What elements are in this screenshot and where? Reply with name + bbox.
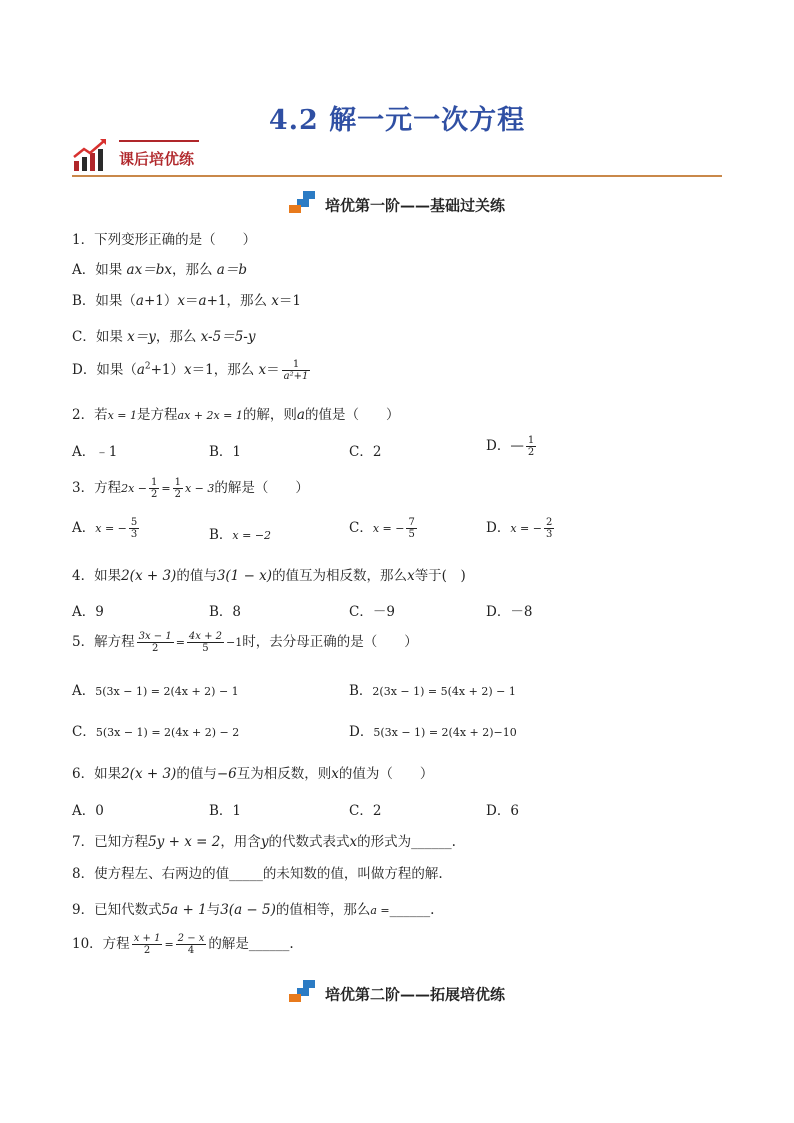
q2-option-d: D．— $\frac{1}{2}$ bbox=[486, 435, 535, 458]
q5-stem: 5．解方程 $\frac{3x - 1}{2}$ = $\frac{4x + 2}{5}$ −1时，去分母正确的是（ ） bbox=[72, 631, 418, 654]
q6-option-b: B．1 bbox=[209, 803, 242, 819]
q2-option-a: A．﹣1 bbox=[72, 444, 118, 460]
q5-option-d: D．5(3x − 1) = 2(4x + 2)−10 bbox=[349, 724, 517, 740]
q3-option-c: C．x = − $\frac{7}{5}$ bbox=[349, 517, 415, 540]
q1-option-a: A．如果 ax＝bx，那么 a＝b bbox=[72, 262, 247, 278]
q1-option-d: D．如果$(a^2+1)x=1$，那么 x＝ $\frac{1}{\text{a²+1}}$ bbox=[72, 359, 309, 382]
q7-stem: 7．已知方程5y + x = 2，用含y的代数式表式x的形式为______. bbox=[72, 834, 456, 850]
q3-stem: 3．方程2x − $\frac{1}{2}$ = $\frac{1}{2}$ x − 3的解是（ ） bbox=[72, 477, 309, 500]
section-heading-1 bbox=[0, 194, 794, 218]
steps-icon bbox=[289, 980, 319, 1004]
q1-stem: 1．下列变形正确的是（ ） bbox=[72, 232, 257, 248]
section-heading-text: 培优第一阶——基础过关练 bbox=[324, 196, 505, 215]
header-rule bbox=[72, 175, 722, 177]
q10-stem: 10．方程 $\frac{x + 1}{2}$ = $\frac{2 - x}{4}$ 的解是______. bbox=[72, 933, 294, 956]
q6-stem: 6．如果2(x + 3)的值与−6互为相反数，则x的值为（ ） bbox=[72, 766, 434, 782]
q9-stem: 9．已知代数式5a + 1与3(a − 5)的值相等，那么a =______. bbox=[72, 902, 435, 918]
q5-option-c: C．5(3x − 1) = 2(4x + 2) − 2 bbox=[72, 724, 240, 740]
q3-option-a: A．x = − $\frac{5}{3}$ bbox=[72, 517, 138, 540]
page-title: 4.2 解一元一次方程 bbox=[268, 105, 526, 136]
q2-stem: 2．若x = 1是方程ax + 2x = 1的解，则a的值是（ ） bbox=[72, 407, 400, 423]
q1-option-c: C．如果 x＝y，那么 x-5＝5-y bbox=[72, 329, 256, 345]
q4-option-a: A．9 bbox=[72, 604, 104, 620]
q3-option-d: D．x = − $\frac{2}{3}$ bbox=[486, 517, 553, 540]
q2-option-b: B．1 bbox=[209, 444, 242, 460]
q6-option-a: A．0 bbox=[72, 803, 104, 819]
q4-option-b: B．8 bbox=[209, 604, 242, 620]
q3-option-b: B．x = −2 bbox=[209, 527, 272, 543]
rising-chart-icon bbox=[72, 137, 108, 173]
q4-stem: 4．如果2(x + 3)的值与3(1 − x)的值互为相反数，那么x等于( ) bbox=[72, 568, 466, 584]
q4-option-d: D．－8 bbox=[486, 604, 533, 620]
q6-option-c: C．2 bbox=[349, 803, 382, 819]
section-heading-2 bbox=[0, 983, 794, 1007]
q8-stem: 8．使方程左、右两边的值_____的未知数的值，叫做方程的解. bbox=[72, 866, 443, 882]
q6-option-d: D．6 bbox=[486, 803, 519, 819]
q5-option-b: B．2(3x − 1) = 5(4x + 2) − 1 bbox=[349, 683, 516, 699]
q2-option-c: C．2 bbox=[349, 444, 382, 460]
section-heading-text: 培优第二阶——拓展培优练 bbox=[324, 985, 505, 1004]
q4-option-c: C．－9 bbox=[349, 604, 395, 620]
header-label: 课后培优练 bbox=[119, 150, 195, 168]
q1-option-b: B．如果（a+1）x＝a+1，那么 x＝1 bbox=[72, 293, 301, 309]
header-topline bbox=[119, 140, 199, 142]
header-bar bbox=[72, 137, 722, 179]
steps-icon bbox=[289, 191, 319, 215]
q5-option-a: A．5(3x − 1) = 2(4x + 2) − 1 bbox=[72, 683, 239, 699]
